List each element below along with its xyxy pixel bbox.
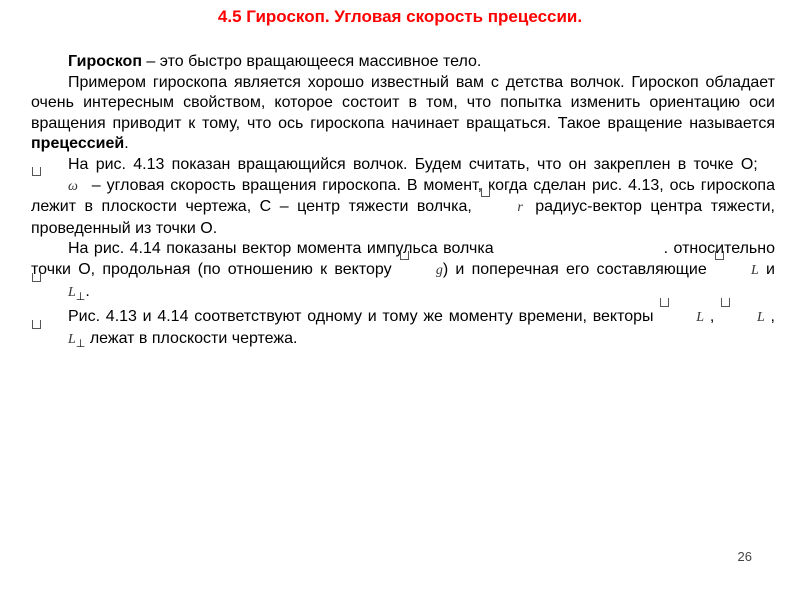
- slide-body: [31, 52, 775, 355]
- L-perp-vector-symbol: $L_\perp$: [31, 329, 85, 355]
- moment-text-c: ,: [764, 308, 775, 326]
- example-end: .: [124, 135, 129, 153]
- fig414-text-c: ) и поперечная его составляющие: [442, 260, 715, 278]
- omega-vector-symbol: ω: [31, 176, 78, 198]
- vector-placeholder-icon: [32, 320, 41, 329]
- moment-text-a: Рис. 4.13 и 4.14 соответствуют одному и тому же моменту времени, векторы: [68, 308, 660, 326]
- paragraph-fig-4-14: [31, 239, 775, 307]
- fig414-dot: .: [663, 240, 669, 258]
- page-number: 26: [737, 549, 752, 564]
- fig414-text-b: относительно точки O, продольная (по отношению к вектору: [31, 240, 775, 278]
- L-vector-symbol: L: [659, 307, 704, 329]
- paragraph-same-moment: [31, 307, 775, 354]
- definition-text: – это быстро вращающееся массивное тело.: [141, 53, 482, 70]
- vector-placeholder-icon: [660, 298, 669, 307]
- fig414-text-e: .: [85, 282, 90, 300]
- fig414-text-a: На рис. 4.14 показаны вектор момента импульса волчка: [68, 240, 494, 258]
- slide-title: 4.5 Гироскоп. Угловая скорость прецессии.: [217, 7, 583, 26]
- fig413-text-b: – угловая скорость вращения гироскопа. В момент, когда сделан рис. 4.13, ось гироскопа лежит в плоскости чертежа, C – центр тяжести волчка,: [31, 176, 775, 216]
- paragraph-fig-4-13: [31, 155, 775, 239]
- L-long-vector-symbol: L: [714, 260, 759, 282]
- vector-placeholder-icon: [715, 251, 724, 260]
- fig413-text-a: На рис. 4.13 показан вращающийся волчок. Будем считать, что он закреплен в точке O;: [68, 155, 765, 173]
- L-long-vector-symbol: L: [720, 307, 765, 329]
- vector-placeholder-icon: [32, 167, 41, 176]
- moment-text-d: лежат в плоскости чертежа.: [85, 329, 298, 347]
- vector-placeholder-icon: [32, 273, 41, 282]
- example-text: Примером гироскопа является хорошо известный вам с детства волчок. Гироскоп обладает очень интересным свойством, которое состоит в том, что попытка изменить ориентацию оси вращения приводит к тому, что ось гироскопа начинает вращаться. Такое вращение называется: [31, 73, 775, 132]
- term-precession: прецессией: [31, 135, 125, 153]
- moment-text-b: ,: [704, 308, 721, 326]
- L-perp-vector-symbol: $L_\perp$: [31, 282, 85, 308]
- vector-placeholder-icon: [721, 298, 730, 307]
- r-vector-symbol: r: [480, 197, 522, 219]
- g-vector-symbol: g: [399, 260, 443, 282]
- vector-placeholder-icon: [481, 188, 490, 197]
- vector-placeholder-icon: [400, 251, 409, 260]
- paragraph-example: [31, 73, 775, 155]
- paragraph-definition: [31, 52, 775, 73]
- fig414-text-d: и: [758, 260, 775, 278]
- term-gyroscope: Гироскоп: [68, 53, 142, 70]
- fig413-text-c: радиус-вектор центра тяжести, проведенный из точки O.: [31, 198, 776, 237]
